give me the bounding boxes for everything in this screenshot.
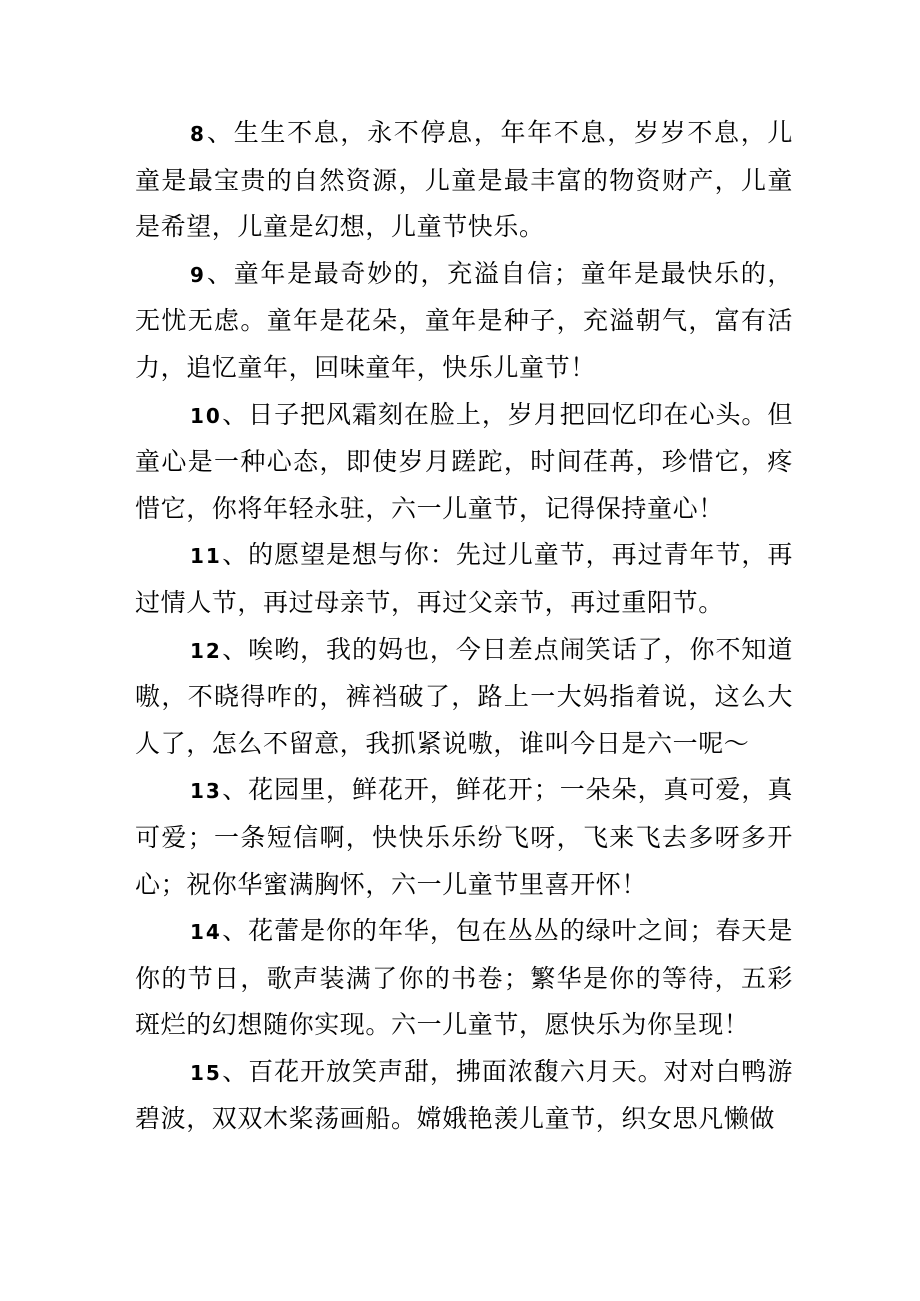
item-number: 14 bbox=[190, 920, 222, 945]
item-number: 8 bbox=[190, 122, 206, 146]
paragraph-text: 、花蕾是你的年华，包在丛丛的绿叶之间；春天是你的节日，歌声装满了你的书卷；繁华是你的等待，五彩斑烂的幻想随你实现。六一儿童节，愿快乐为你呈现！ bbox=[135, 916, 793, 1040]
paragraph-11 bbox=[135, 532, 793, 626]
paragraph-15 bbox=[135, 1049, 793, 1143]
paragraph-text: 、童年是最奇妙的，充溢自信；童年是最快乐的，无忧无虑。童年是花朵，童年是种子，充溢朝气，富有活力，追忆童年，回味童年，快乐儿童节！ bbox=[135, 258, 793, 382]
paragraph-text: 、生生不息，永不停息，年年不息，岁岁不息，儿童是最宝贵的自然资源，儿童是最丰富的物资财产，儿童是希望，儿童是幻想，儿童节快乐。 bbox=[135, 118, 793, 242]
item-number: 15 bbox=[190, 1060, 222, 1085]
paragraph-14 bbox=[135, 908, 793, 1049]
item-number: 13 bbox=[190, 779, 222, 804]
item-number: 11 bbox=[190, 544, 222, 569]
document-body bbox=[135, 110, 793, 1143]
paragraph-text: 、百花开放笑声甜，拂面浓馥六月天。对对白鸭游碧波，双双木桨荡画船。嫦娥艳羡儿童节，织女思凡懒做 bbox=[135, 1056, 793, 1134]
paragraph-8 bbox=[135, 110, 793, 251]
paragraph-9 bbox=[135, 251, 793, 392]
paragraph-10 bbox=[135, 392, 793, 533]
paragraph-text: 、唉哟，我的妈也，今日差点闹笑话了，你不知道嗷，不晓得咋的，裤裆破了，路上一大妈指着说，这么大人了，怎么不留意，我抓紧说嗷，谁叫今日是六一呢～ bbox=[135, 634, 793, 758]
paragraph-12 bbox=[135, 627, 793, 768]
item-number: 9 bbox=[190, 262, 206, 287]
item-number: 10 bbox=[190, 403, 222, 428]
paragraph-text: 、的愿望是想与你：先过儿童节，再过青年节，再过情人节，再过母亲节，再过父亲节，再过重阳节。 bbox=[135, 540, 793, 617]
paragraph-13 bbox=[135, 767, 793, 908]
item-number: 12 bbox=[190, 638, 222, 663]
paragraph-text: 、花园里，鲜花开，鲜花开；一朵朵，真可爱，真可爱；一条短信啊，快快乐乐纷飞呀，飞来飞去多呀多开心；祝你华蜜满胸怀，六一儿童节里喜开怀！ bbox=[135, 775, 793, 899]
paragraph-text: 、日子把风霜刻在脸上，岁月把回忆印在心头。但童心是一种心态，即使岁月蹉跎，时间荏苒，珍惜它，疼惜它，你将年轻永驻，六一儿童节，记得保持童心！ bbox=[135, 399, 793, 523]
